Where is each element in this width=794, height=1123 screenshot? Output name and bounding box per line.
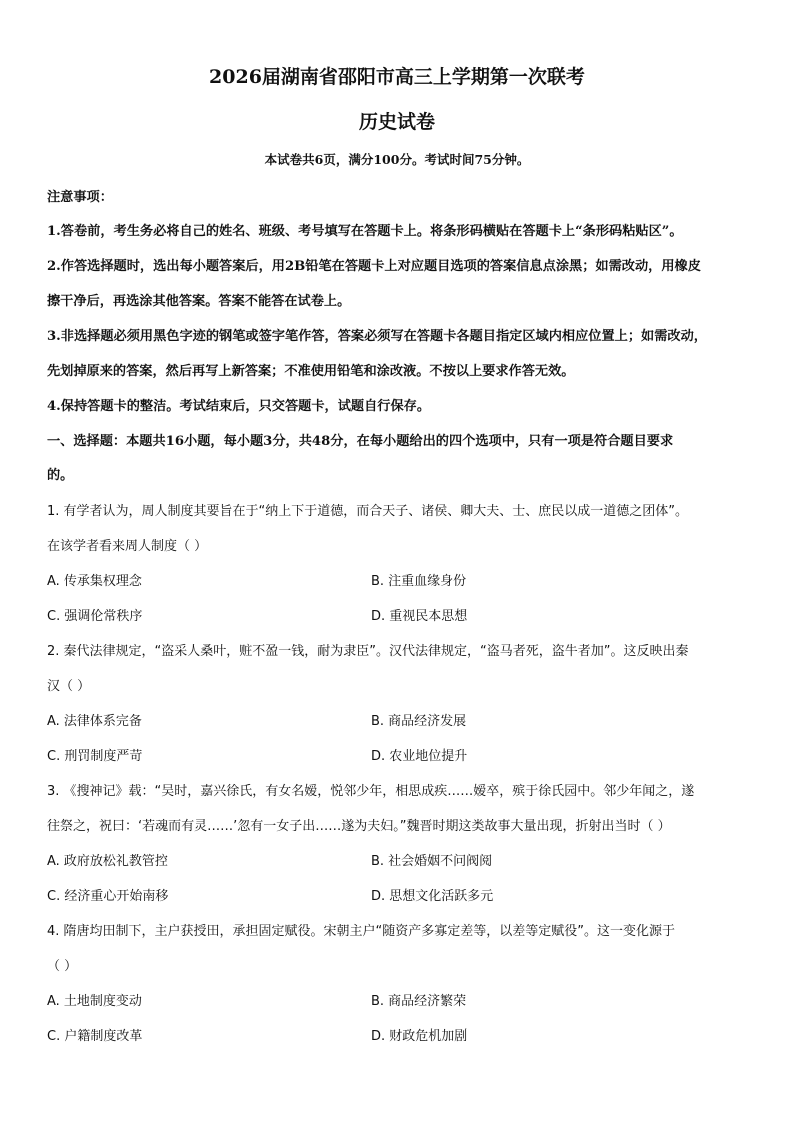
notice-item-3-line-1: 3.非选择题必须用黑色字迹的钢笔或签字笔作答，答案必须写在答题卡各题目指定区域内相应位置上；如需改动， — [47, 329, 707, 344]
exam-title: 2026届湖南省邵阳市高三上学期第一次联考 — [209, 66, 585, 88]
question-3-option-b: B. 社会婚姻不问阀阅 — [371, 854, 493, 869]
question-2-option-c: C. 刑罚制度严苛 — [47, 749, 143, 764]
subject-title: 历史试卷 — [358, 111, 435, 133]
section-heading-line-1: 一、选择题：本题共16小题，每小题3分，共48分，在每小题给出的四个选项中，只有一项是符合题目要求 — [47, 434, 674, 449]
question-1-stem-line-1: 1. 有学者认为，周人制度其要旨在于“纳上下于道德，而合天子、诸侯、卿大夫、士、庶民以成一道德之团体”。 — [47, 504, 689, 519]
question-1-option-c: C. 强调伦常秩序 — [47, 609, 143, 624]
notice-item-2-line-1: 2.作答选择题时，选出每小题答案后，用2B铅笔在答题卡上对应题目选项的答案信息点涂黑；如需改动，用橡皮 — [47, 259, 701, 274]
notice-heading: 注意事项： — [47, 190, 113, 205]
question-4-option-b: B. 商品经济繁荣 — [371, 994, 467, 1009]
question-1-option-a: A. 传承集权理念 — [47, 574, 142, 589]
question-2-option-b: B. 商品经济发展 — [371, 714, 467, 729]
question-4-stem-line-2: （ ） — [47, 959, 78, 974]
question-4-option-c: C. 户籍制度改革 — [47, 1029, 143, 1044]
section-heading-line-2: 的。 — [47, 468, 74, 483]
notice-item-4: 4.保持答题卡的整洁。考试结束后，只交答题卡，试题自行保存。 — [47, 399, 431, 414]
question-1-stem-line-2: 在该学者看来周人制度（ ） — [47, 539, 208, 554]
notice-item-3-line-2: 先划掉原来的答案，然后再写上新答案；不准使用铅笔和涂改液。不按以上要求作答无效。 — [47, 364, 575, 379]
question-3-option-a: A. 政府放松礼教管控 — [47, 854, 168, 869]
notice-item-1: 1.答卷前，考生务必将自己的姓名、班级、考号填写在答题卡上。将条形码横贴在答题卡上“条形码粘贴区”。 — [47, 224, 683, 239]
exam-info: 本试卷共6页，满分100分。考试时间75分钟。 — [264, 152, 530, 167]
question-3-option-c: C. 经济重心开始南移 — [47, 889, 169, 904]
question-3-stem-line-1: 3. 《搜神记》载：“吴时，嘉兴徐氏，有女名嫒，悦邻少年，相思成疾……嫒卒，殡于徐氏园中。邻少年闻之，遂 — [47, 784, 695, 799]
question-3-stem-line-2: 往祭之，祝曰：‘若魂而有灵……’忽有一女子出……遂为夫妇。”魏晋时期这类故事大量出现，折射出当时（ ） — [47, 819, 671, 834]
question-2-option-a: A. 法律体系完备 — [47, 714, 142, 729]
question-2-option-d: D. 农业地位提升 — [371, 749, 468, 764]
question-2-stem-line-2: 汉（ ） — [47, 679, 91, 694]
question-2-stem-line-1: 2. 秦代法律规定，“盗采人桑叶，赃不盈一钱，耐为隶臣”。汉代法律规定，“盗马者死，盗牛者加”。这反映出秦 — [47, 644, 689, 659]
question-4-option-a: A. 土地制度变动 — [47, 994, 142, 1009]
notice-item-2-line-2: 擦干净后，再选涂其他答案。答案不能答在试卷上。 — [47, 294, 351, 309]
question-1-option-b: B. 注重血缘身份 — [371, 574, 467, 589]
question-4-option-d: D. 财政危机加剧 — [371, 1029, 468, 1044]
question-3-option-d: D. 思想文化活跃多元 — [371, 889, 494, 904]
question-1-option-d: D. 重视民本思想 — [371, 609, 468, 624]
question-4-stem-line-1: 4. 隋唐均田制下，主户获授田，承担固定赋役。宋朝主户“随资产多寡定差等，以差等定赋役”。这一变化源于 — [47, 924, 676, 939]
